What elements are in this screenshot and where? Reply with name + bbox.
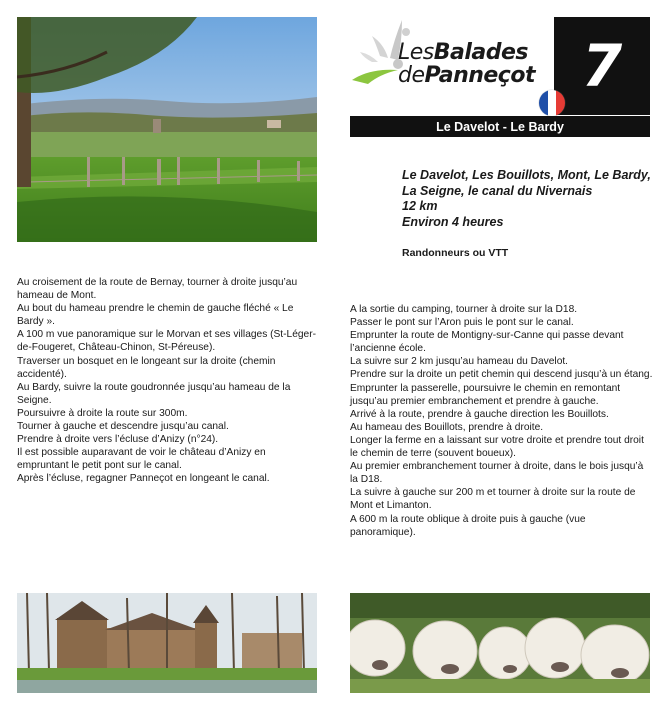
direction-step: Au croisement de la route de Bernay, tourner à droite jusqu’au hameau de Mont. xyxy=(17,277,298,302)
summary-duration: Environ 4 heures xyxy=(402,214,504,229)
direction-step: Au bout du hameau prendre le chemin de gauche fléché « Le Bardy ». xyxy=(17,303,294,328)
direction-step: La suivre à gauche sur 200 m et tourner à droite sur la route de Mont et Limanton. xyxy=(350,487,636,512)
direction-step: Tourner à gauche et descendre jusqu’au canal. xyxy=(17,421,229,433)
cattle-photo xyxy=(350,593,650,693)
brand-word-panneçot: Panneçot xyxy=(424,63,535,88)
direction-step: Arrivé à la route, prendre à gauche direction les Bouillots. xyxy=(350,408,609,420)
route-number: 7 xyxy=(554,17,650,115)
route-summary xyxy=(402,168,652,230)
direction-step: Poursuivre à droite la route sur 300m. xyxy=(17,407,188,419)
direction-step: Emprunter la route de Montigny-sur-Canne qui passe devant l’ancienne école. xyxy=(350,330,624,355)
direction-step: A la sortie du camping, tourner à droite sur la D18. xyxy=(350,304,578,315)
summary-places-2: La Seigne, le canal du Nivernais xyxy=(402,183,593,198)
directions-right-column xyxy=(350,303,654,539)
direction-step: Au Bardy, suivre la route goudronnée jusqu’au hameau de la Seigne. xyxy=(17,381,291,406)
audience-label: Randonneurs ou VTT xyxy=(402,247,509,259)
direction-step: A 600 m la route oblique à droite puis à gauche (vue panoramique). xyxy=(350,513,586,538)
direction-step: Emprunter la passerelle, poursuivre le chemin en remontant jusqu’au premier embranchement et prendre à gauche. xyxy=(350,382,621,407)
route-title: Le Davelot - Le Bardy xyxy=(350,116,650,137)
direction-step: Passer le pont sur l’Aron puis le pont sur le canal. xyxy=(350,317,574,329)
direction-step: Prendre à droite vers l’écluse d’Anizy (n°24). xyxy=(17,434,219,446)
direction-step: Prendre sur la droite un petit chemin qui descend jusqu’à un étang. xyxy=(350,369,653,381)
chateau-photo xyxy=(17,593,317,693)
directions-left-column xyxy=(17,276,317,486)
brand-word-de: de xyxy=(398,63,425,88)
brand-wordmark xyxy=(398,42,535,87)
brand-word-balades: Balades xyxy=(433,40,529,65)
direction-step: La suivre sur 2 km jusqu’au hameau du Davelot. xyxy=(350,356,569,368)
direction-step: Traverser un bosquet en le longeant sur la droite (chemin accidenté). xyxy=(17,355,276,380)
direction-step: Au premier embranchement tourner à droite, dans le bois jusqu’à la D18. xyxy=(350,461,644,486)
summary-places-1: Le Davelot, Les Bouillots, Mont, Le Bardy, xyxy=(402,168,651,182)
direction-step: A 100 m vue panoramique sur le Morvan et ses villages (St-Léger-de-Fougeret, Château-Chinon, St-Péreuse). xyxy=(17,329,316,354)
french-flag-icon xyxy=(539,90,565,116)
landscape-photo xyxy=(17,17,317,242)
direction-step: Il est possible auparavant de voir le château d’Anizy en empruntant le petit pont sur le canal. xyxy=(17,447,266,472)
direction-step: Après l’écluse, regagner Panneçot en longeant le canal. xyxy=(17,473,270,485)
direction-step: Au hameau des Bouillots, prendre à droite. xyxy=(350,421,544,433)
summary-distance: 12 km xyxy=(402,199,438,213)
brand-word-les: Les xyxy=(398,40,434,65)
direction-step: Longer la ferme en a laissant sur votre droite et prendre tout droit le chemin de terre (souvent boueux). xyxy=(350,434,644,460)
